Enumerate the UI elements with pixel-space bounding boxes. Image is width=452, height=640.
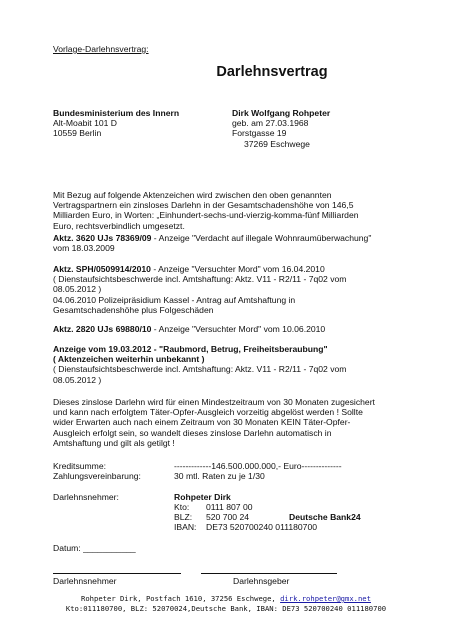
case-2-line: ( Dienstaufsichtsbeschwerde incl. Amtshaftung: Aktz. V11 - R2/11 - 7q02 vom xyxy=(53,274,347,285)
signature-line-borrower xyxy=(53,573,181,574)
iban-value: DE73 520700240 011180700 xyxy=(206,522,318,532)
lender-city: 10559 Berlin xyxy=(53,128,102,139)
lender-name: Bundesministerium des Innern xyxy=(53,108,180,118)
kto-label: Kto: xyxy=(174,502,190,512)
borrower-born: geb. am 27.03.1968 xyxy=(232,118,309,129)
terms-line: Ausgleich erfolgt sein, so wandelt dieses zinslose Darlehn automatisch in xyxy=(53,427,332,438)
blz-value: 520 700 24 xyxy=(206,512,250,522)
terms-line: und kann nach erfolgtem Täter-Opfer-Ausgleich vorzeitig abgelöst werden ! Sollte xyxy=(53,407,363,418)
iban-label: IBAN: xyxy=(174,522,197,532)
footer-address xyxy=(0,594,452,603)
case-1-text: - Anzeige "Verdacht auf illegale Wohnraumüberwachung" xyxy=(151,233,372,243)
case-1 xyxy=(53,233,409,253)
case-2-ref: Aktz. SPH/0509914/2010 xyxy=(53,264,151,274)
case-4-line: ( Dienstaufsichtsbeschwerde incl. Amtshaftung: Aktz. V11 - R2/11 - 7q02 vom xyxy=(53,364,347,375)
intro-line: Milliarden Euro, in Worten: „Einhundert-sechs-und-vierzig-komma-fünf Milliarden xyxy=(53,210,359,221)
kto-value: 0111 807 00 xyxy=(206,502,253,512)
case-4 xyxy=(53,344,409,385)
case-3-text: - Anzeige "Versuchter Mord" vom 10.06.2010 xyxy=(151,324,326,334)
borrower-street: Forstgasse 19 xyxy=(232,128,287,139)
credit-sum-value: -------------146.500.000.000,- Euro-------------- xyxy=(174,461,342,471)
case-1-line: vom 18.03.2009 xyxy=(53,243,115,254)
case-3 xyxy=(53,324,409,334)
lender-street: Alt-Moabit 101 D xyxy=(53,118,118,129)
terms-line: Dieses zinslose Darlehn wird für einen Mindestzeitraum von 30 Monaten zugesichert xyxy=(53,397,375,407)
signature-label-lender: Darlehnsgeber xyxy=(233,576,290,586)
case-2-text: - Anzeige "Versuchter Mord" vom 16.04.2010 xyxy=(150,264,325,274)
date-field: Datum: ___________ xyxy=(53,543,136,553)
case-2-line: Gesamtschadenshöhe plus Folgeschäden xyxy=(53,304,214,315)
intro-line: Euro, rechtsverbindlich umgesetzt. xyxy=(53,220,185,231)
case-3-ref: Aktz. 2820 UJs 69880/10 xyxy=(53,324,152,334)
terms-line: Amtshaftung und gilt als getilgt ! xyxy=(53,437,175,448)
borrower-city: 37269 Eschwege xyxy=(244,138,310,149)
signature-line-lender xyxy=(201,573,337,574)
template-heading: Vorlage-Darlehnsvertrag: xyxy=(53,44,149,54)
lender-address xyxy=(53,108,179,139)
signature-label-borrower: Darlehnsnehmer xyxy=(53,576,117,586)
page-title-text: Darlehnsvertrag xyxy=(216,64,328,80)
case-4-line: ( Aktenzeichen weiterhin unbekannt ) xyxy=(53,354,205,365)
case-2 xyxy=(53,264,409,315)
bank-label: Darlehnsnehmer: xyxy=(53,492,119,502)
terms-paragraph xyxy=(53,397,409,448)
case-1-ref: Aktz. 3620 UJs 78369/09 xyxy=(53,233,152,243)
case-4-line: 08.05.2012 ) xyxy=(53,374,102,385)
bank-name: Deutsche Bank24 xyxy=(289,512,361,522)
footer-email-link[interactable]: dirk.rohpeter@gmx.net xyxy=(280,594,371,603)
payment-value: 30 mtl. Raten zu je 1/30 xyxy=(174,471,265,481)
borrower-name: Dirk Wolfgang Rohpeter xyxy=(232,108,331,118)
case-4-line: Anzeige vom 19.03.2012 - "Raubmord, Betrug, Freiheitsberaubung" xyxy=(53,344,328,354)
case-2-line: 08.05.2012 ) xyxy=(53,284,102,295)
page-title xyxy=(0,63,452,81)
bank-holder: Rohpeter Dirk xyxy=(174,492,231,502)
footer-bank: Kto:011180700, BLZ: 52070024,Deutsche Bank, IBAN: DE73 520700240 011180700 xyxy=(65,604,387,613)
payment-label: Zahlungsvereinbarung: xyxy=(53,471,141,481)
blz-label: BLZ: xyxy=(174,512,193,522)
borrower-address xyxy=(232,108,330,149)
case-2-line: 04.06.2010 Polizeipräsidium Kassel - Antrag auf Amtshaftung in xyxy=(53,294,296,305)
terms-line: wider Erwarten auch nach einem Zeitraum von 30 Monaten KEIN Täter-Opfer- xyxy=(53,417,351,428)
intro-line: Vertragspartnern ein zinsloses Darlehn in der Gesamtschadenshöhe von 146,5 xyxy=(53,200,354,211)
footer-address-text: Rohpeter Dirk, Postfach 1610, 37256 Eschwege, xyxy=(81,594,281,603)
intro-paragraph xyxy=(53,190,409,231)
credit-sum-label: Kreditsumme: xyxy=(53,461,107,471)
intro-line: Mit Bezug auf folgende Aktenzeichen wird zwischen den oben genannten xyxy=(53,190,332,200)
